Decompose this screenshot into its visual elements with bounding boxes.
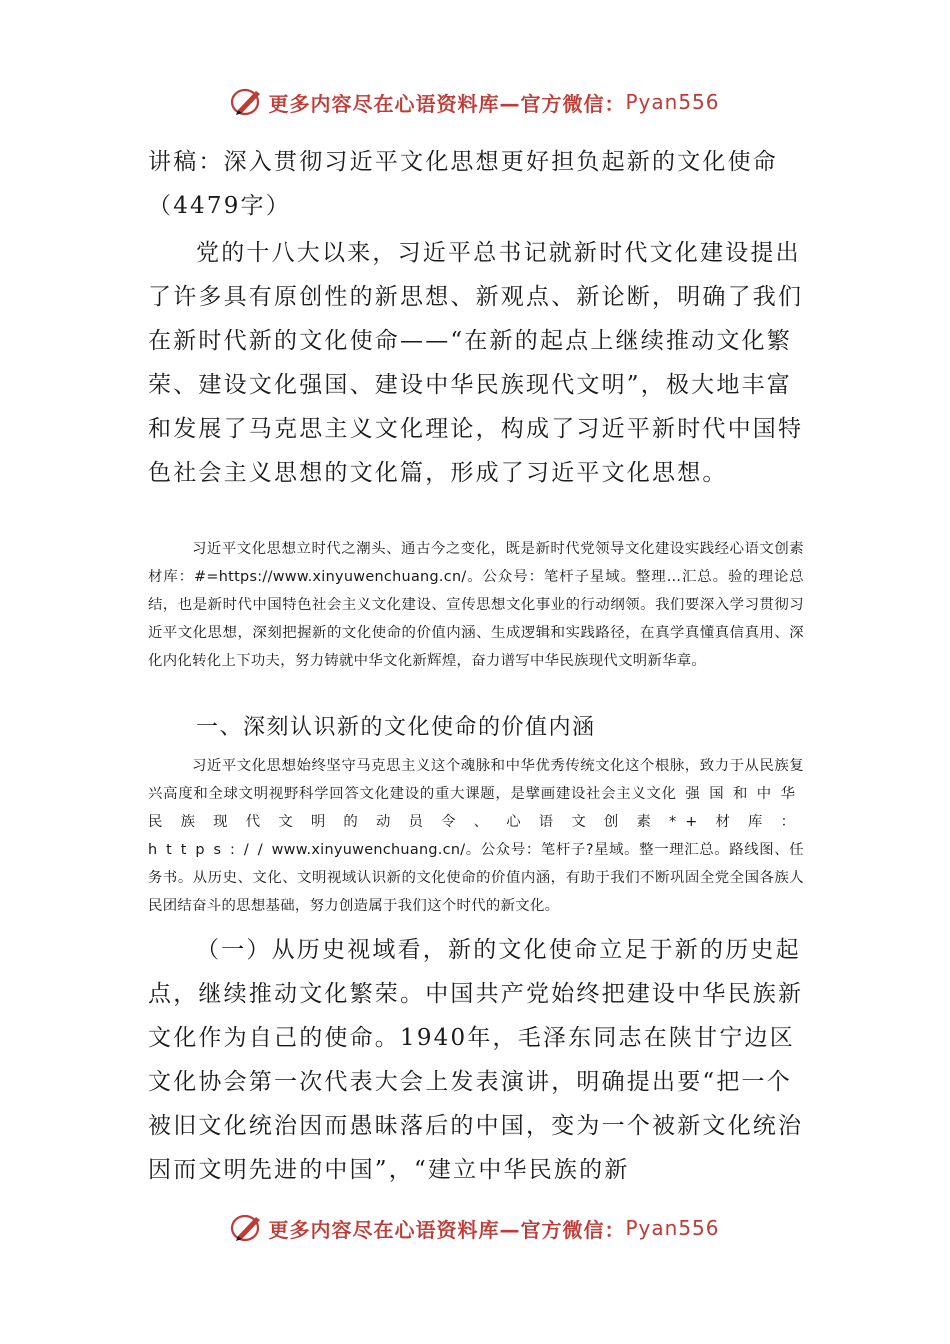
banner-text: 更多内容尽在心语资料库—官方微信： — [268, 91, 626, 116]
banner-text: 更多内容尽在心语资料库—官方微信： — [268, 1217, 626, 1242]
para3-part-b: 化强国和中华民族现代文明的动员令、心语文创素*+材库：https:// — [148, 786, 804, 858]
document-title: 讲稿：深入贯彻习近平文化思想更好担负起新的文化使命（4479字） — [148, 149, 778, 219]
pen-logo-icon — [230, 1212, 266, 1244]
section-heading-1: 一、深刻认识新的文化使命的价值内涵 — [196, 715, 596, 740]
body-paragraph-2: 习近平文化思想立时代之潮头、通古今之变化，既是新时代党领导文化建设实践经心语文创素材库：#=https://www.xinyuwenchuang.cn/。公众号：笔杆子星域。整理…汇总。验的理论总结，也是新时代中国特色社会主义文化建设、宣传思想文化事业的行动纲领。我们要深入学习贯彻习近平文化思想，深刻把握新的文化使命的价值内涵、生成逻辑和实践路径，在真学真懂真信真用、深化内化转化上下功夫，努力铸就中华文化新辉煌，奋力谱写中华民族现代文明新华章。 — [148, 541, 804, 669]
body-paragraph-3 — [148, 752, 804, 920]
pen-logo-icon — [230, 86, 266, 118]
footer-banner — [0, 1212, 950, 1244]
banner-wechat-id: Pyan556 — [625, 1216, 720, 1240]
para3-part-c: www.xinyuwenchuang.cn/。公众号：笔杆子?星域。整一理汇总。路线图、任务书。从历史、文化、文明视域认识新的文化使命的价值内涵，有助于我们不断巩固全党全国各族人民团结奋斗的思想基础，努力创造属于我们这个时代的新文化。 — [148, 842, 804, 914]
intro-paragraph: 党的十八大以来，习近平总书记就新时代文化建设提出了许多具有原创性的新思想、新观点、新论断，明确了我们在新时代新的文化使命——“在新的起点上继续推动文化繁荣、建设文化强国、建设中华民族现代文明”，极大地丰富和发展了马克思主义文化理论，构成了习近平新时代中国特色社会主义思想的文化篇，形成了习近平文化思想。 — [148, 240, 804, 486]
banner-wechat-id: Pyan556 — [625, 90, 720, 114]
para3-part-a: 习近平文化思想始终坚守马克思主义这个魂脉和中华优秀传统文化这个根脉，致力于从民族复兴高度和全球文明视野科学回答文化建设的重大课题，是擘画建设社会主义文 — [148, 758, 804, 802]
body-paragraph-4: （一）从历史视域看，新的文化使命立足于新的历史起点，继续推动文化繁荣。中国共产党始终把建设中华民族新文化作为自己的使命。1940年，毛泽东同志在陕甘宁边区文化协会第一次代表大会上发表演讲，明确提出要“把一个被旧文化统治因而愚昧落后的中国，变为一个被新文化统治因而文明先进的中国”，“建立中华民族的新 — [148, 937, 804, 1183]
header-banner — [0, 86, 950, 118]
